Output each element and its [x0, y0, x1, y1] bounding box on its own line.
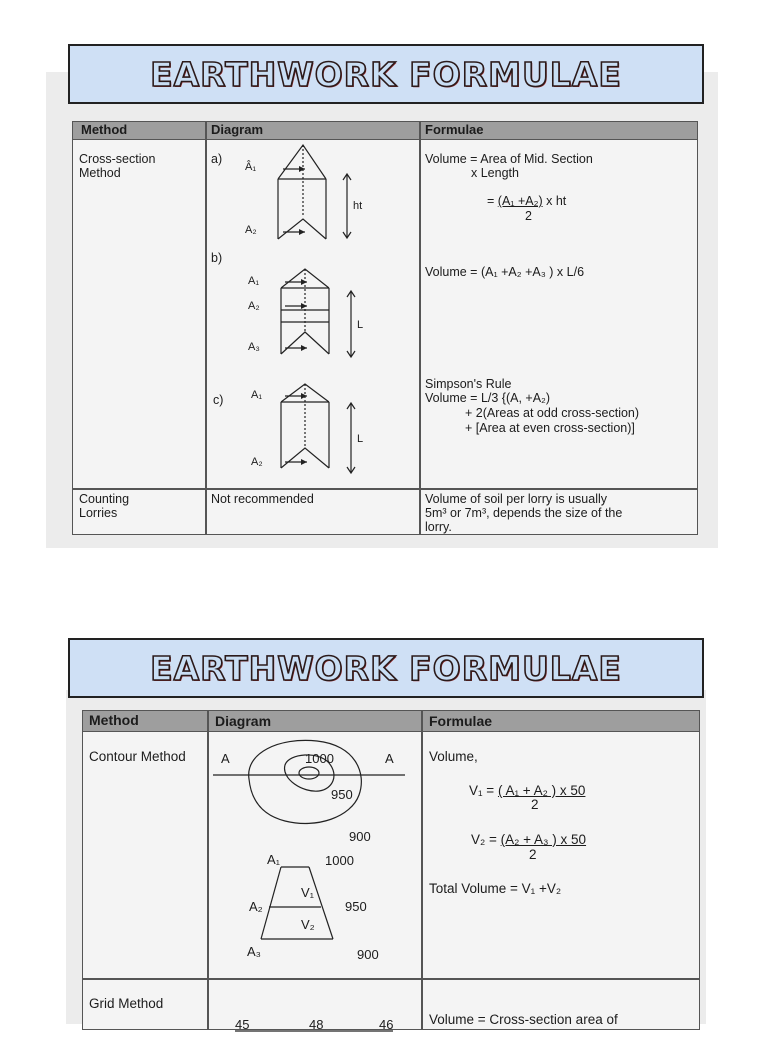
slide-title: EARTHWORK FORMULAE: [150, 54, 622, 94]
prism-diagram-a: [223, 137, 423, 252]
formula-v1-den: 2: [531, 797, 539, 812]
formula-a-eq-lhs: =: [487, 194, 495, 208]
label-b-l: L: [357, 319, 364, 331]
formula-volume-label: Volume,: [429, 749, 478, 764]
method-name-line1: Cross-section: [79, 152, 156, 166]
section-label-1000: 1000: [325, 853, 354, 868]
label-a1: Â₁: [245, 161, 257, 173]
header-formulae: Formulae: [429, 713, 493, 729]
formula-table: [82, 710, 700, 1030]
contour-map-diagram: [209, 733, 423, 853]
formula-v2-den: 2: [529, 847, 537, 862]
section-label-950: 950: [345, 899, 367, 914]
contour-label-a-left: A: [221, 751, 230, 766]
prism-diagram-b: [223, 262, 423, 372]
formula-v2: [471, 832, 586, 847]
section-label-a1: A₁: [267, 852, 281, 867]
table-header: [83, 711, 699, 732]
diagram-not-recommended: Not recommended: [211, 492, 314, 506]
formula-v2-lhs: V₂ =: [471, 832, 497, 847]
formula-a-eq: [487, 194, 566, 208]
formula-c-line3: + 2(Areas at odd cross-section): [465, 406, 640, 420]
part-a-label: a): [211, 152, 223, 166]
formula-a-eq-rest: x ht: [546, 194, 567, 208]
row-divider: [73, 488, 697, 490]
row-divider: [83, 978, 699, 980]
slide-title-banner: [68, 44, 704, 104]
method-grid: Grid Method: [89, 996, 164, 1011]
grid-label-45: 45: [235, 1017, 250, 1032]
formula-v1: [469, 783, 585, 798]
label-b-a1: A₁: [248, 275, 260, 287]
label-a2: A₂: [245, 224, 257, 236]
label-b-a2: A₂: [248, 300, 260, 312]
formula-a-eq-num: (A₁ +A₂): [497, 194, 543, 208]
part-b-label: b): [211, 251, 223, 265]
header-formulae: Formulae: [425, 122, 484, 137]
column-divider: [205, 122, 207, 534]
formula-table: [72, 121, 698, 535]
slide-title-banner: [68, 638, 704, 698]
part-c-label: c): [213, 393, 224, 407]
section-label-v1: V₁: [301, 885, 315, 900]
method-name-line2: Method: [79, 166, 121, 180]
formula-v1-lhs: V₁ =: [469, 783, 495, 798]
section-label-a2: A₂: [249, 899, 263, 914]
formula-lorry-line1: Volume of soil per lorry is usually: [425, 492, 608, 506]
formula-v2-num: (A₂ + A₃ ) x 50: [500, 832, 587, 847]
formula-v1-num: ( A₁ + A₂ ) x 50: [497, 783, 586, 798]
section-label-v2: V₂: [301, 917, 315, 932]
method-counting-line2: Lorries: [79, 506, 118, 520]
contour-label-900: 900: [349, 829, 371, 844]
grid-label-46: 46: [379, 1017, 394, 1032]
label-c-l: L: [357, 433, 364, 445]
section-label-a3: A₃: [247, 944, 261, 959]
method-counting-line1: Counting: [79, 492, 130, 506]
header-method: Method: [89, 712, 139, 728]
label-c-a1: A₁: [251, 389, 263, 401]
slide-title: EARTHWORK FORMULAE: [150, 648, 622, 688]
formula-c-line2: Volume = L/3 {(A, +A₂): [425, 391, 551, 405]
method-contour: Contour Method: [89, 749, 186, 764]
header-method: Method: [81, 122, 128, 137]
grid-label-48: 48: [309, 1017, 324, 1032]
formula-lorry-line2: 5m³ or 7m³, depends the size of the: [425, 506, 623, 520]
formula-a-line2: x Length: [471, 166, 519, 180]
formula-a-line1: Volume = Area of Mid. Section: [425, 152, 593, 166]
slide-2: [0, 560, 768, 1032]
cross-section-diagram: [209, 849, 423, 969]
label-b-a3: A₃: [248, 341, 260, 353]
formula-c-line4: + [Area at even cross-section)]: [465, 421, 635, 435]
header-diagram: Diagram: [211, 122, 264, 137]
grid-diagram: [209, 1001, 423, 1041]
prism-diagram-c: [223, 378, 423, 483]
formula-a-eq-den: 2: [525, 209, 532, 223]
contour-label-950: 950: [331, 787, 353, 802]
contour-label-1000: 1000: [305, 751, 334, 766]
formula-grid: Volume = Cross-section area of: [429, 1012, 618, 1027]
formula-b: Volume = (A₁ +A₂ +A₃ ) x L/6: [425, 265, 585, 279]
header-diagram: Diagram: [215, 713, 272, 729]
label-ht: ht: [353, 200, 363, 212]
section-label-900: 900: [357, 947, 379, 962]
label-c-a2: A₂: [251, 456, 263, 468]
formula-total: Total Volume = V₁ +V₂: [429, 881, 562, 896]
contour-label-a-right: A: [385, 751, 394, 766]
formula-lorry-line3: lorry.: [425, 520, 452, 534]
formula-c-line1: Simpson's Rule: [425, 377, 512, 391]
